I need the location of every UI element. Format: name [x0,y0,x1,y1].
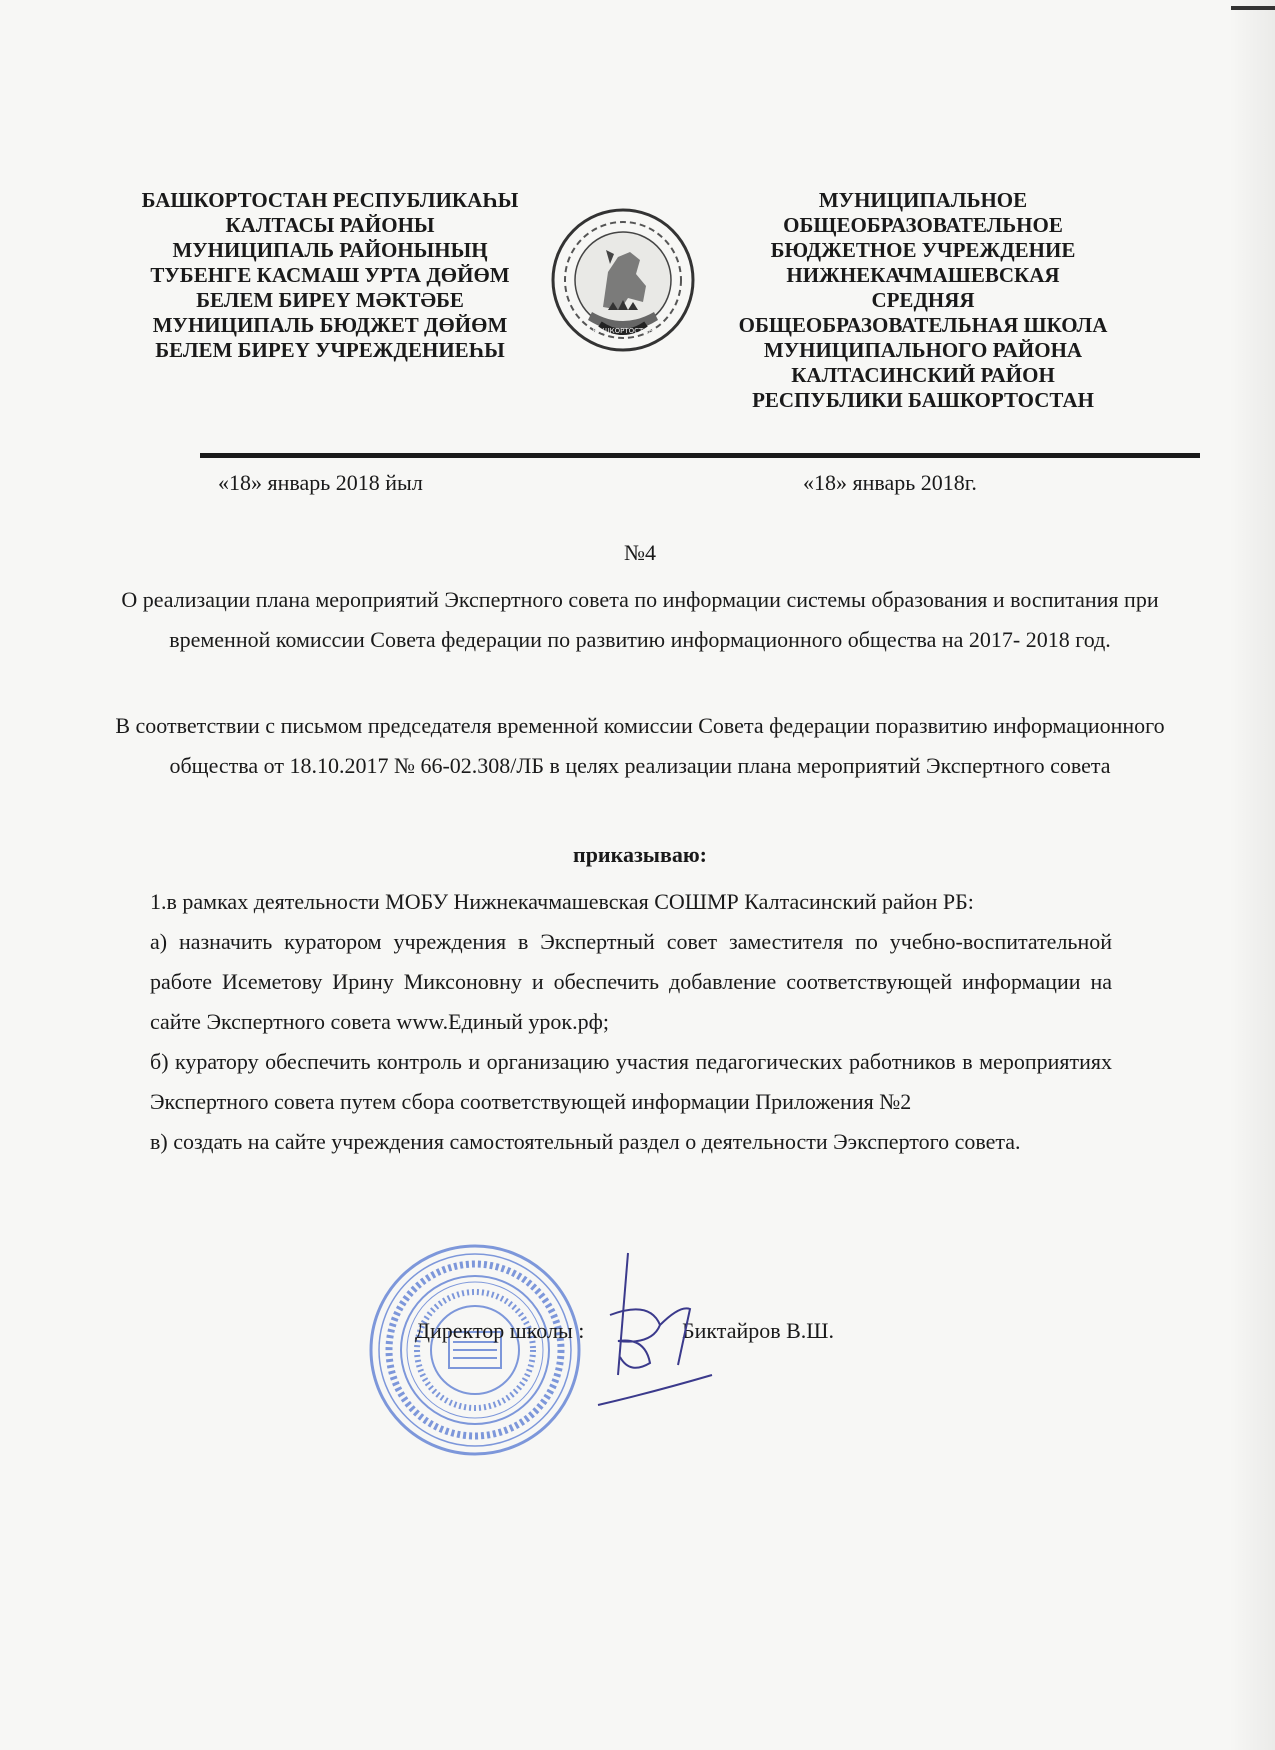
order-directive: приказываю: [573,842,707,867]
header-left-line: МУНИЦИПАЛЬ БЮДЖЕТ ДӨЙӨМ [152,313,508,337]
clause-item: а) назначить куратором учреждения в Экспертный совет заместителя по учебно-воспитательной работе Исеметову Ирину Миксоновну и обеспечить добавление соответствующей информации на сайте Экспертного совета www.Единый урок.рф; [150,929,1112,1034]
handwritten-signature-icon [590,1245,720,1415]
header-right-line: МУНИЦИПАЛЬНОЕ [818,188,1028,212]
header-right-line: ОБЩЕОБРАЗОВАТЕЛЬНОЕ [783,213,1063,237]
order-preamble: В соответствии с письмом председателя временной комиссии Совета федерации поразвитию информационного общества от 18.10.2017 № 66-02.308/ЛБ в целях реализации плана мероприятий Экспертного совета [115,713,1165,778]
signature-name: Биктайров В.Ш. [682,1318,834,1343]
header-left-line: КАЛТАСЫ РАЙОНЫ [225,213,435,237]
scan-edge-shadow [1229,0,1275,1750]
header-right-line: СРЕДНЯЯ [871,288,975,312]
header-right-line: НИЖНЕКАЧМАШЕВСКАЯ [786,263,1060,287]
scan-edge-mark [1231,6,1275,10]
header-left-line: БЕЛЕМ БИРЕҮ МӘКТӘБЕ [196,288,464,312]
order-clauses [150,882,1112,1162]
clause-item: в) создать на сайте учреждения самостоятельный раздел о деятельности Ээкспертого совета. [150,1129,1021,1154]
header-left-line: БЕЛЕМ БИРЕҮ УЧРЕЖДЕНИЕҺЫ [155,338,505,362]
clause-item: б) куратору обеспечить контроль и организацию участия педагогических работников в мероприятиях Экспертного совета путем сбора соответствующей информации Приложения №2 [150,1049,1112,1114]
order-title: О реализации плана мероприятий Экспертного совета по информации системы образования и воспитания при временной комиссии Совета федерации по развитию информационного общества на 2017- 2018 год. [121,587,1159,652]
emblem-ribbon-text: БАШКОРТОСТАН [592,327,654,335]
header-right-line: ОБЩЕОБРАЗОВАТЕЛЬНАЯ ШКОЛА [738,313,1108,337]
bashkortostan-emblem-icon [548,202,698,364]
header-right-russian [718,188,1128,413]
header-right-line: РЕСПУБЛИКИ БАШКОРТОСТАН [752,388,1094,412]
header-left-line: ТУБЕНГЕ КАСМАШ УРТА ДӨЙӨМ [150,263,510,287]
official-stamp-icon [365,1240,585,1460]
header-right-line: БЮДЖЕТНОЕ УЧРЕЖДЕНИЕ [770,238,1076,262]
header-right-line: КАЛТАСИНСКИЙ РАЙОН [791,363,1055,387]
header-right-line: МУНИЦИПАЛЬНОГО РАЙОНА [763,338,1083,362]
order-number: №4 [624,540,656,565]
date-bashkir: «18» январь 2018 йыл [218,470,423,495]
clause-item: 1.в рамках деятельности МОБУ Нижнекачмашевская СОШМР Калтасинский район РБ: [150,889,974,914]
header-divider [200,453,1200,458]
signature-title: Директор школы : [415,1318,585,1343]
header-left-bashkir [120,188,540,363]
header-left-line: МУНИЦИПАЛЬ РАЙОНЫНЫҢ [172,238,488,262]
header-left-line: БАШКОРТОСТАН РЕСПУБЛИКАҺЫ [141,188,519,212]
date-russian: «18» январь 2018г. [803,470,977,495]
